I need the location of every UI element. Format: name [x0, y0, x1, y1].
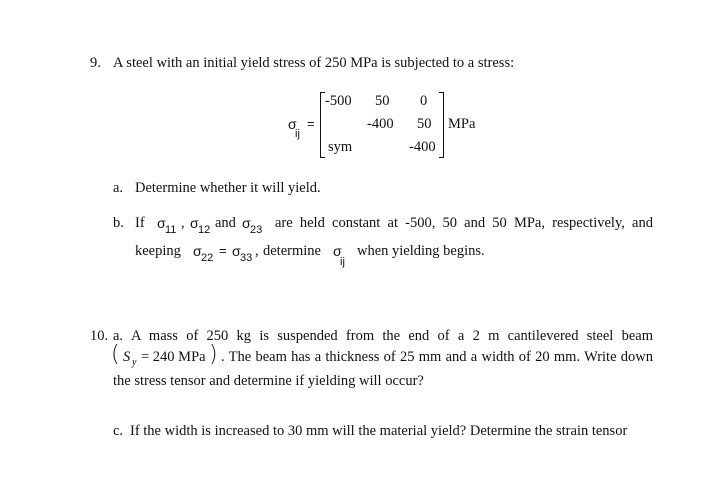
matrix-cell-11: -500 [325, 93, 352, 109]
q10-part-a-line-1: A mass of 250 kg is suspended from the end of a 2 m cantilevered steel beam [131, 328, 653, 344]
sigma-ij-sub: ij [340, 256, 345, 268]
sigma-22-sub: 22 [201, 252, 214, 264]
matrix-cell-33: -400 [409, 139, 436, 155]
comma-2: , [255, 243, 259, 259]
sigma-22: σ [193, 243, 202, 259]
and-word: and [215, 215, 236, 231]
matrix-unit: MPa [448, 116, 476, 132]
equals-sign-2: = [219, 243, 227, 258]
sigma-11-sub: 11 [165, 224, 177, 236]
sigma-subscript: ij [295, 128, 300, 140]
comma-1: , [181, 215, 185, 231]
right-bracket [439, 92, 444, 158]
matrix-cell-13: 0 [420, 93, 428, 109]
sigma-symbol: σ [288, 116, 297, 132]
sigma-11: σ [157, 215, 166, 231]
q9-part-b-label: b. [113, 215, 124, 231]
matrix-cell-22: -400 [367, 116, 394, 132]
sigma-ij: σ [333, 243, 342, 259]
sigma-33: σ [232, 243, 241, 259]
sy-symbol: S [123, 349, 131, 365]
sigma-12: σ [190, 215, 199, 231]
question-9-statement: A steel with an initial yield stress of 250 MPa is subjected to a stress: [113, 55, 515, 71]
equals-sign: = [307, 116, 315, 131]
sy-value: = 240 MPa [141, 349, 206, 365]
q9-part-b-rest-1: are held constant at -500, 50 and 50 MPa, respectively, and [275, 215, 653, 231]
sy-subscript: y [132, 357, 137, 368]
q9-part-a-label: a. [113, 180, 124, 196]
keeping-word: keeping [135, 243, 181, 259]
matrix-cell-12: 50 [375, 93, 390, 109]
q9-part-a-text: Determine whether it will yield. [135, 180, 321, 196]
q10-part-a-label: a. [113, 328, 124, 344]
paren-open: ( [111, 342, 120, 367]
question-9-number: 9. [90, 55, 101, 71]
matrix-cell-23: 50 [417, 116, 432, 132]
q10-part-c-text: If the width is increased to 30 mm will the material yield? Determine the strain tensor [130, 423, 628, 439]
determine-word: determine [263, 243, 321, 259]
q10-part-a-line-3: the stress tensor and determine if yielding will occur? [113, 373, 424, 389]
q9-part-b-rest-2: when yielding begins. [357, 243, 485, 259]
question-10-number: 10. [90, 328, 109, 344]
paren-close: ) [209, 342, 218, 367]
q10-part-c-label: c. [113, 423, 124, 439]
sigma-12-sub: 12 [198, 224, 211, 236]
sigma-23: σ [242, 215, 251, 231]
q9-part-b-if: If [135, 215, 145, 231]
matrix-sym-label: sym [328, 139, 353, 155]
sigma-33-sub: 33 [240, 252, 253, 264]
sigma-23-sub: 23 [250, 224, 263, 236]
q10-part-a-line-2: . The beam has a thickness of 25 mm and a width of 20 mm. Write down [221, 349, 653, 365]
